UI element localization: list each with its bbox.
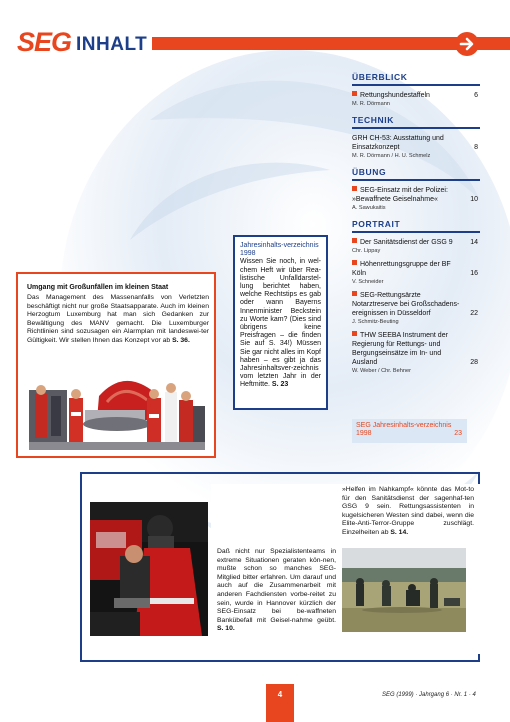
bullet-square-icon (352, 331, 357, 336)
teaser-body (27, 294, 209, 346)
toc-item-title: Der Sanitätsdienst der GSG 9 (360, 239, 453, 246)
toc-item-page: 28 (470, 359, 478, 366)
jahresinhalt-note-box (233, 235, 328, 410)
toc-section-uebung (352, 167, 480, 211)
toc-item-page: 23 (454, 430, 462, 437)
toc-item[interactable] (352, 331, 480, 374)
toc-item[interactable] (352, 238, 480, 254)
toc-item-title: Höhenrettungsgruppe der BF Köln (352, 261, 451, 277)
toc-item-page: 6 (474, 92, 478, 99)
toc-item[interactable] (352, 134, 480, 159)
article-teaser-geiselnahme (217, 548, 336, 634)
note-body-text: Wissen Sie noch, in wel-chem Heft wir über Rea-listische Unfalldarstel-lung berichtet haben, welche Rechtstips es gab oder wann Bayerns Innenminister Beckstein zu Worte kam? (Dies sind übrigens keine Preisfragen – die finden Sie auf S. 34!) Müssen Sie gar nicht alles im Kopf haben – es gibt ja das Jahresinhaltsver-zeichnis vom letzten Jahr in der Heftmitte. (240, 258, 321, 389)
toc-rule (352, 231, 480, 233)
logo-seg: SEG (17, 27, 72, 57)
toc-item-page: 14 (470, 239, 478, 246)
rescue-scene-photo (29, 362, 205, 450)
teaser-body-text: »Helfen im Nahkampf« könnte das Mot-to für den Sanitätsdienst der sagenhaf-ten GSG 9 sein. Rettungsassistenten in kugelsicheren Westen sind dabei, wenn die Elite-Anti-Terror-Gruppe zuschlägt. Einzelheiten ab (342, 486, 474, 536)
teaser-box-manv (16, 272, 216, 458)
toc-section-heading: TECHNIK (352, 115, 394, 125)
teaser-body-text: Das Management des Massenanfalls von Verletzten beschäftigt nicht nur große Staatsapparate. Auch im kleinen Herzogtum Luxemburg hat man sich Gedanken zur Bewältigung des MANV gemacht. Die Luxemburger Richtlinien sind sozusagen ein Alarmplan mit landeswei-ter Gültigkeit. Wir stellen Ihnen das Konzept vor ab (27, 294, 209, 344)
toc-item[interactable] (352, 91, 480, 107)
toc-item-author: Chr. Lippay (352, 248, 381, 254)
article-teaser-gsg9 (342, 486, 474, 538)
toc-item-page: 8 (474, 144, 478, 151)
table-of-contents (352, 72, 480, 382)
toc-section-portrait (352, 219, 480, 374)
page-header (0, 24, 510, 60)
toc-item-author: A. Sawukaitis (352, 205, 386, 211)
next-page-arrow-icon[interactable] (455, 32, 479, 56)
toc-item-author: W. Weber / Chr. Behner (352, 368, 411, 374)
toc-item-title: SEG Jahresinhalts-verzeichnis 1998 (356, 422, 452, 437)
toc-item-page: 22 (470, 310, 478, 317)
toc-item-page: 10 (470, 196, 478, 203)
bullet-square-icon (352, 186, 357, 191)
toc-item-page: 16 (470, 270, 478, 277)
page-reference: S. 14. (390, 528, 409, 536)
issue-info: SEG (1999) · Jahrgang 6 · Nr. 1 · 4 (382, 692, 476, 698)
toc-item[interactable] (352, 260, 480, 285)
toc-section-heading: ÜBUNG (352, 167, 387, 177)
toc-item-title: SEG-Einsatz mit der Polizei: »Bewaffnete Geiselnahme« (352, 187, 448, 203)
toc-item-author: M. R. Dörmann / H. U. Schmelz (352, 153, 431, 159)
toc-rule (352, 179, 480, 181)
toc-item-title: GRH CH-53: Ausstattung und Einsatzkonzept (352, 135, 444, 151)
toc-section-ueberblick (352, 72, 480, 107)
toc-item[interactable] (352, 291, 480, 325)
toc-item-author: J. Schmitz-Beuting (352, 319, 399, 325)
note-heading: Jahresinhalts-verzeichnis 1998 (240, 242, 319, 258)
logo-inhalt: INHALT (76, 34, 148, 55)
page-reference: S. 10. (217, 625, 235, 633)
bullet-square-icon (352, 291, 357, 296)
bullet-square-icon (352, 91, 357, 96)
page-reference: S. 36. (172, 336, 190, 344)
toc-item-author: V. Schneider (352, 279, 384, 285)
teaser-heading: Umgang mit Großunfällen im kleinen Staat (27, 284, 169, 291)
page-number: 4 (277, 690, 283, 699)
bullet-square-icon (352, 260, 357, 265)
toc-item-jahresinhaltsverzeichnis[interactable] (352, 419, 467, 443)
field-exercise-photo (342, 548, 466, 632)
toc-rule (352, 84, 480, 86)
toc-section-heading: PORTRAIT (352, 219, 401, 229)
toc-item[interactable] (352, 186, 480, 211)
toc-section-heading: ÜBERBLICK (352, 72, 408, 82)
toc-section-technik (352, 115, 480, 159)
bullet-square-icon (352, 238, 357, 243)
toc-item-title: THW SEEBA Instrument der Regierung für Rettungs- und Bergungseinsätze im In- und Ausland (352, 332, 448, 366)
night-rescue-photo (90, 502, 208, 636)
toc-item-title: Rettungshundestaffeln (360, 92, 430, 99)
toc-item-title: SEG-Rettungsärzte Notarztreserve bei Großschadens-ereignissen in Düsseldorf (352, 292, 460, 317)
note-body (240, 258, 321, 389)
toc-item-author: M. R. Dörmann (352, 101, 390, 107)
toc-rule (352, 127, 480, 129)
teaser-body-text: Daß nicht nur Spezialistenteams in extreme Situationen geraten kön-nen, mußte schon so manches SEG-Mitglied bitter erfahren. Um darauf und auch auf die Zusammenarbeit mit anderen Fachdiensten vorbe-reitet zu sein, wurde in Hannover kürzlich der SEG-Einsatz bei be-waffneten Bankübefall mit Geisel-nahme geübt. (217, 548, 336, 624)
page-reference: S. 23 (271, 381, 289, 389)
